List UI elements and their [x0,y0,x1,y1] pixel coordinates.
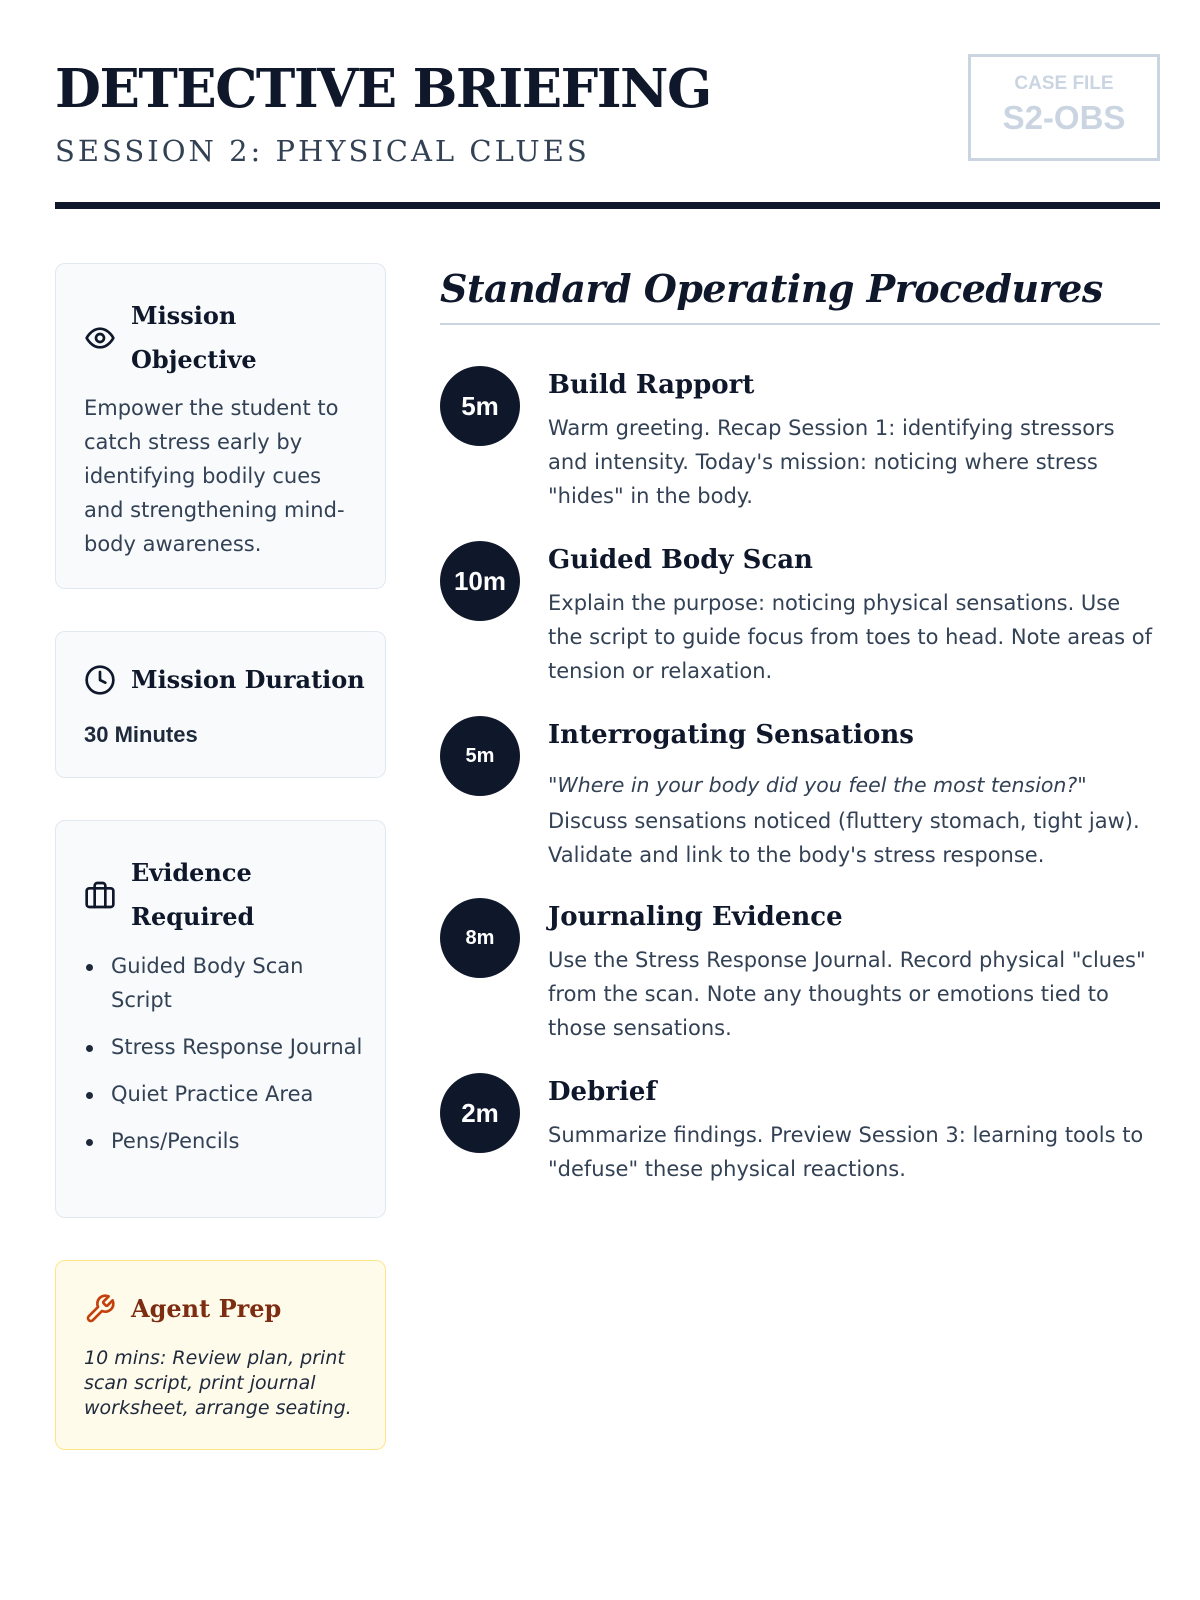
mission-objective-card [55,263,386,589]
step-quote: "Where in your body did you feel the most tension?" [548,773,1087,797]
evidence-item: Pens/Pencils [84,1124,365,1158]
evidence-required-card [55,820,386,1218]
time-badge: 5m [440,366,520,446]
page-subtitle: SESSION 2: PHYSICAL CLUES [55,134,590,168]
evidence-required-title: Evidence Required [131,858,255,931]
agent-prep-header [84,1287,281,1331]
mission-duration-title: Mission Duration [131,665,365,694]
step-title: Build Rapport [548,370,755,400]
step-title: Guided Body Scan [548,545,813,575]
header-divider [55,202,1160,209]
step-title: Interrogating Sensations [548,720,914,750]
mission-objective-title: Mission Objective [131,301,257,374]
step-text: Discuss sensations noticed (fluttery stomach, tight jaw). Validate and link to the body's stress response. [548,809,1140,867]
evidence-item: Stress Response Journal [84,1030,365,1064]
step-text: Summarize findings. Preview Session 3: learning tools to "defuse" these physical reactions. [548,1123,1144,1181]
time-badge: 5m [440,716,520,796]
procedures-title: Standard Operating Procedures [440,266,1103,311]
mission-objective-header [84,294,281,382]
evidence-item: Guided Body Scan Script [84,949,365,1017]
step-text: Use the Stress Response Journal. Record physical "clues" from the scan. Note any thoughts or emotions tied to those sensations. [548,948,1146,1040]
step-text: Warm greeting. Recap Session 1: identifying stressors and intensity. Today's mission: noticing where stress "hides" in the body. [548,416,1115,508]
briefcase-icon [84,879,116,911]
step-title: Journaling Evidence [548,902,843,932]
mission-duration-value: 30 Minutes [84,722,198,747]
step-title: Debrief [548,1077,657,1107]
wrench-icon [84,1293,116,1325]
time-badge: 10m [440,541,520,621]
step-text: Explain the purpose: noticing physical sensations. Use the script to guide focus from toes to head. Note areas of tension or relaxation. [548,591,1152,683]
evidence-item: Quiet Practice Area [84,1077,365,1111]
evidence-required-header [84,851,281,939]
page-title: DETECTIVE BRIEFING [55,58,711,120]
case-file-label: CASE FILE [1014,73,1114,94]
briefing-header [55,52,1160,212]
evidence-list [84,949,365,1171]
clock-icon [84,664,116,696]
procedures-divider [440,323,1160,325]
time-badge: 2m [440,1073,520,1153]
case-file-code: S2-OBS [1002,99,1126,136]
agent-prep-card [55,1260,386,1450]
agent-prep-text: 10 mins: Review plan, print scan script, print journal worksheet, arrange seating. [84,1347,352,1419]
time-badge: 8m [440,898,520,978]
eye-icon [84,322,116,354]
mission-objective-text: Empower the student to catch stress early by identifying bodily cues and strengthening mind-body awareness. [84,396,345,556]
agent-prep-title: Agent Prep [131,1294,282,1323]
case-file-stamp [968,54,1160,161]
mission-duration-card [55,631,386,778]
mission-duration-header [84,658,365,702]
